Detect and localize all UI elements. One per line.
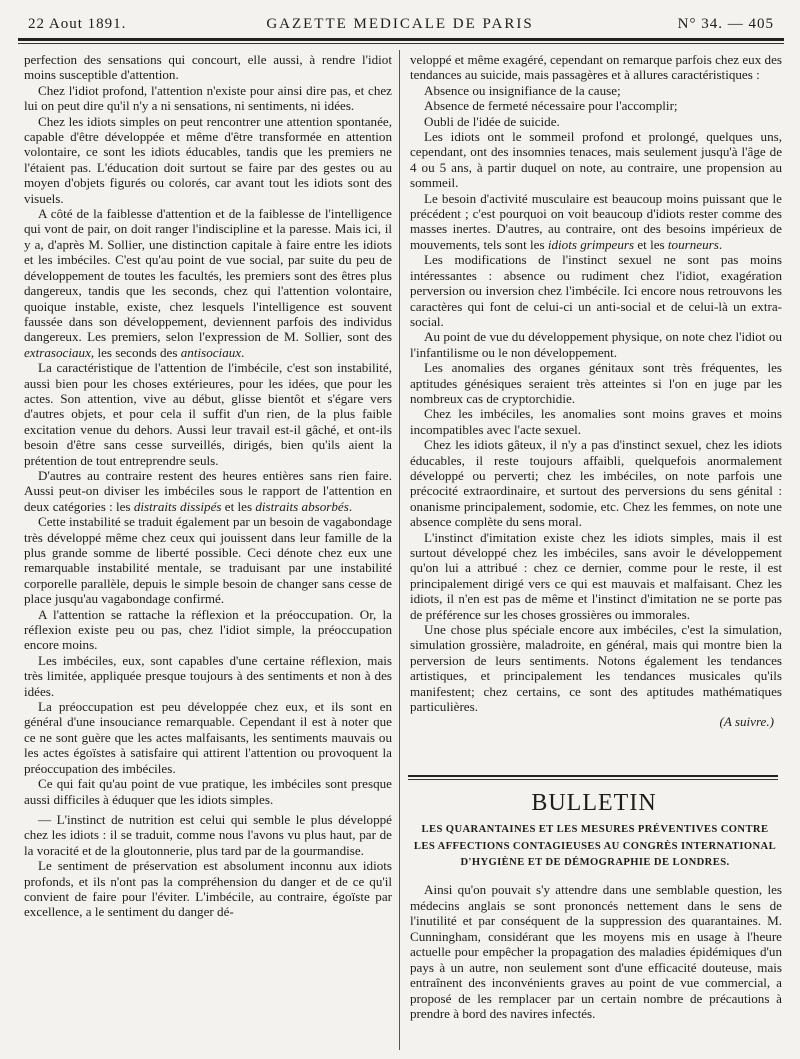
bulletin-title: BULLETIN [531, 790, 657, 816]
paragraph-text: , les seconds des [90, 344, 181, 360]
journal-title: GAZETTE MEDICALE DE PARIS [266, 16, 534, 32]
italic-term: distraits dissipés [133, 498, 222, 514]
page-number: N° 34. — 405 [677, 16, 774, 32]
paragraph: A l'attention se rattache la réflexion et la préoccupation. Or, la réflexion existe peu ou pas, chez l'idiot simple, la préoccupation encore moins. [24, 606, 392, 653]
italic-term: idiots grimpeurs [547, 236, 635, 252]
italic-term: distraits absorbés [255, 498, 349, 514]
paragraph: — L'instinct de nutrition est celui qui semble le plus développé chez les idiots : il se traduit, comme nous l'avons vu plus haut, par de la voracité et de la gloutonnerie, plus tard par de la gourmandise. [24, 811, 392, 858]
italic-term: antisociaux [180, 344, 242, 360]
list-item: Absence de fermeté nécessaire pour l'accomplir; [424, 98, 678, 114]
paragraph: Les imbéciles, eux, sont capables d'une certaine réflexion, mais très limitée, appliquée presque toujours à des sentiments et non à des idées. [24, 652, 392, 699]
header-rule [18, 38, 784, 41]
paragraph: Les idiots ont le sommeil profond et prolongé, quelques uns, cependant, ont des insomnies tenaces, mais seulement jusqu'à l'âge de 4 ou 5 ans, à partir duquel on note, au contraire, une propension au sommeil. [410, 129, 782, 191]
bulletin-heading: LES QUARANTAINES ET LES MESURES PRÉVENTIVES CONTRE LES AFFECTIONS CONTAGIEUSES AU CONGRÈS INTERNATIONAL D'HYGIÈNE ET DE DÉMOGRAPHIE DE LONDRES. [413, 824, 777, 868]
paragraph: Au point de vue du développement physique, on note chez l'idiot ou l'infantilisme ou le non développement. [410, 329, 782, 360]
paragraph-text: . [348, 498, 353, 514]
paragraph: Ce qui fait qu'au point de vue pratique, les imbéciles sont presque aussi difficiles à éduquer que les idiots simples. [24, 776, 392, 807]
paragraph-text: Le besoin d'activité musculaire est beaucoup moins puissant que le précédent ; c'est pourquoi on voit beaucoup d'idiots rester comme des masses inertes. D'autres, au contraire, ont des besoins impérieux de mouvements, tels sont les [410, 190, 782, 252]
issue-date: 22 Aout 1891. [28, 16, 127, 32]
paragraph: Les anomalies des organes génitaux sont très fréquentes, les aptitudes génésiques seraient très atteintes si l'on en juge par les nombreux cas de cryptorchidie. [410, 360, 782, 406]
paragraph: L'instinct d'imitation existe chez les idiots simples, mais il est surtout développé chez les imbéciles, sans avoir le développement qu'on lui a attribué : chez ce dernier, comme pour le reste, il est principalement dirigé vers ce qui est mauvais et malfaisant. Chez les idiots, il n'en est pas de même et l'instinct d'imitation ne se porte pas de préférence sur les choses grossières ou immorales. [410, 529, 782, 622]
paragraph-text: . [718, 236, 723, 252]
paragraph-text: . [241, 344, 245, 360]
section-rule-thin [408, 779, 778, 780]
paragraph [410, 191, 782, 253]
paragraph-text: et les [221, 498, 256, 514]
paragraph: Le sentiment de préservation est absolument inconnu aux idiots profonds, et ils n'ont pas la compréhension du danger et de ce qu'il convient de faire pour l'éviter. L'imbécile, au contraire, égoïste par excellence, a le sentiment du danger dé- [24, 858, 392, 920]
to-be-continued: (A suivre.) [719, 714, 774, 730]
paragraph: perfection des sensations qui concourt, elle aussi, à rendre l'idiot moins susceptible d'attention. [24, 52, 392, 83]
paragraph: Une chose plus spéciale encore aux imbéciles, c'est la simulation, simulation grossière, maladroite, en général, mais qui montre bien la perversion de leurs sentiments. Notons également les tendances artistiques, et principalement les tendances musicales qu'ils manifestent; chez certains, ce sont des aptitudes mathématiques particulières. [410, 622, 782, 715]
left-column [24, 52, 392, 920]
right-column [410, 52, 782, 730]
italic-term: extrasociaux [24, 344, 91, 360]
masthead [18, 12, 782, 38]
paragraph: Les modifications de l'instinct sexuel ne sont pas moins intéressantes : absence ou rudiment chez l'idiot, exagération perversion ou inversion chez l'imbécile. Ici encore nous retrouvons les caractères qui font de celui-ci un anti-social et de celui-là un extra-social. [410, 252, 782, 329]
paragraph: Chez l'idiot profond, l'attention n'existe pour ainsi dire pas, et chez lui on peut dire qu'il n'y a ni sensations, ni sentiments, ni idées. [24, 82, 392, 114]
paragraph [24, 468, 392, 514]
header-rule-thin [18, 43, 784, 44]
list-item: Absence ou insignifiance de la cause; [424, 82, 621, 98]
paragraph: La préoccupation est peu développée chez eux, et ils sont en général d'une insouciance remarquable. Cependant il est à noter que ce ne sont guère que les actes malfaisants, les sentiments mauvais ou les actes égoïstes à satisfaire qui attirent l'attention ou provoquent la préoccupation des imbéciles. [24, 699, 392, 776]
paragraph-text: et les [634, 236, 668, 252]
paragraph: veloppé et même exagéré, cependant on remarque parfois chez eux des tendances au suicide, mais passagères et à allures caractéristiques : [410, 52, 782, 83]
bulletin-body [410, 882, 782, 1022]
list-item: Oubli de l'idée de suicide. [424, 113, 560, 129]
paragraph: La caractéristique de l'attention de l'imbécile, c'est son instabilité, aussi bien pour les choses extérieures, pour les idées, que pour les actes. Son attention, vive au début, glisse bientôt et s'égare vers d'autres objets, et pour cela il suffit d'un rien, de la plus faible excitation venue du dehors. Aussi leur travail est-il gâché, et ont-ils besoin d'être sans cesse surveillés, dirigés, bien qu'ils aient la prétention de tout entreprendre seuls. [24, 360, 392, 468]
paragraph-text: D'autres au contraire restent des heures entières sans rien faire. Aussi peut-on diviser les imbéciles sous le rapport de l'attention en deux catégories : les [24, 467, 392, 514]
paragraph: Chez les idiots gâteux, il n'y a pas d'instinct sexuel, chez les idiots éducables, il reste toujours affaibli, quelquefois anormalement développé ou perverti; chez les imbéciles, on note parfois une précocité extraordinaire, et surtout des perversions du sens génital : onanisme principalement, sodomie, etc. Chez les femmes, on note une absence complète du sens moral. [410, 437, 782, 530]
section-rule [408, 775, 778, 777]
paragraph: Ainsi qu'on pouvait s'y attendre dans une semblable question, les médecins anglais se sont prononcés nettement dans le sens de l'inutilité et par conséquent de la suppression des quarantaines. M. Cunningham, considérant que les moyens mis en usage à l'heure actuelle pour empêcher la propagation des maladies épidémiques d'un pays à un autre, non seulement sont d'une efficacité douteuse, mais entraînent des inconvénients graves au point de vue commercial, a proposé de les remplacer par un certain nombre de précautions à prendre à bord des navires infectés. [410, 882, 782, 1021]
paragraph: Cette instabilité se traduit également par un besoin de vagabondage très développé même chez ceux qui jouissent dans leur famille de la plus grande somme de liberté possible. Ceci dénote chez eux une remarquable instabilité mentale, se traduisant par une instabilité corporelle parallèle, depuis le simple besoin de changer sans cesse de place jusqu'au vagabondage confirmé. [24, 514, 392, 607]
paragraph [24, 206, 392, 360]
paragraph-text: A côté de la faiblesse d'attention et de la faiblesse de l'intelligence qui vont de pair, on doit ranger l'indiscipline et la paresse. Mais ici, il y a, d'après M. Sollier, une distinction capitale à faire entre les idiots et les imbéciles. C'est qu'au point de vue social, par suite du peu de développement de toutes les facultés, les premiers sont des êtres plus dangereux, tandis que les seconds, chez qui l'attention volontaire, quoique instable, existe, chez lesquels l'intelligence est souvent faussée dans son développement, deviennent parfois des individus dangereux. Les premiers, selon l'expression de M. Sollier, sont des [24, 206, 392, 345]
column-divider [399, 50, 400, 1050]
italic-term: tourneurs [667, 236, 719, 252]
paragraph: Chez les imbéciles, les anomalies sont moins graves et moins incompatibles avec l'acte sexuel. [410, 406, 782, 437]
paragraph: Chez les idiots simples on peut rencontrer une attention spontanée, capable d'être développée et même d'être transformée en attention volontaire, ce sont les idiots éducables, tandis que les premiers ne l'étaient pas. L'éducation doit surtout se faire par des gestes ou au moyen d'objets figurés ou colorés, car avant tout les idiots sont des visuels. [24, 113, 392, 206]
